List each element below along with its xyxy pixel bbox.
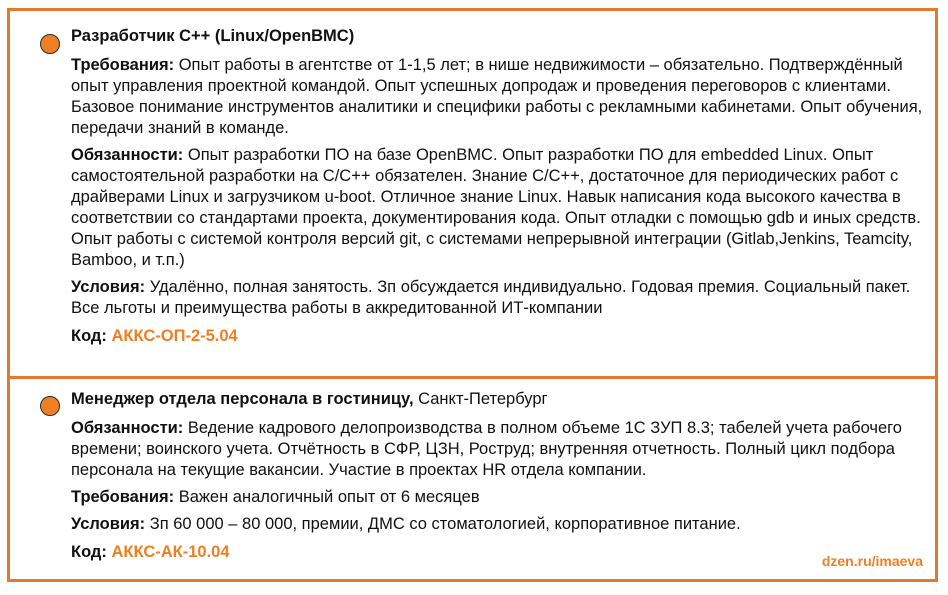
duties-block [71,418,923,481]
vacancy-card [10,11,935,376]
watermark-link[interactable]: dzen.ru/imaeva [821,553,923,569]
duties-label: Обязанности: [71,419,184,437]
conditions-label: Условия: [71,515,146,533]
vacancies-frame [7,8,938,582]
conditions-block [71,277,923,319]
conditions-block [71,514,923,535]
requirements-text: Важен аналогичный опыт от 6 месяцев [178,488,480,506]
vacancy-location: Санкт-Петербург [418,390,548,408]
vacancy-title [71,25,923,48]
conditions-label: Условия: [71,278,146,296]
code-label: Код: [71,543,107,561]
vacancy-code [71,541,923,563]
vacancy-content [71,388,923,563]
vacancy-title [71,388,923,411]
duties-text: Ведение кадрового делопроизводства в полном объеме 1С ЗУП 8.3; табелей учета рабочего времени; воинского учета. Отчётность в СФР, ЦЗН, Роструд; внутренняя отчетность. Полный цикл подбора персонала на текущие вакансии. Участие в проектах HR отдела компании. [71,419,902,479]
code-value: АККС-ОП-2-5.04 [111,327,238,345]
requirements-block [71,55,923,139]
requirements-label: Требования: [71,488,175,506]
vacancy-title-text: Менеджер отдела персонала в гостиницу, [71,390,414,408]
duties-text: Опыт разработки ПО на базе OpenBMC. Опыт разработки ПО для embedded Linux. Опыт самостоятельной разработки на C/C++ обязателен. Знание C/C++, достаточное для периодических работ с драйверами Linux и загрузчиком u-boot. Отличное знание Linux. Навык написания кода высокого качества в соответствии со стандартами проекта, документирования кода. Опыт отладки с помощью gdb и иных средств. Опыт работы с системой контроля версий git, с системами непрерывной интеграции (Gitlab,Jenkins, Teamcity, Bamboo, и т.п.) [71,146,921,269]
bullet-icon [40,34,60,54]
requirements-text: Опыт работы в агентстве от 1-1,5 лет; в нише недвижимости – обязательно. Подтверждённый опыт управления проектной командой. Опыт успешных допродаж и проведения переговоров с клиентами. Базовое понимание инструментов аналитики и специфики работы с рекламными кабинетами. Опыт обучения, передачи знаний в команде. [71,56,923,137]
vacancy-title-text: Разработчик С++ (Linux/OpenBMC) [71,27,355,45]
duties-label: Обязанности: [71,146,184,164]
code-label: Код: [71,327,107,345]
bullet-icon [40,396,60,416]
vacancy-code [71,325,923,347]
vacancy-card [10,381,935,579]
code-value: АККС-АК-10.04 [111,543,230,561]
card-divider [10,376,935,379]
conditions-text: Зп 60 000 – 80 000, премии, ДМС со стоматологией, корпоративное питание. [149,515,741,533]
requirements-label: Требования: [71,56,175,74]
requirements-block [71,487,923,508]
conditions-text: Удалённо, полная занятость. Зп обсуждается индивидуально. Годовая премия. Социальный пакет. Все льготы и преимущества работы в аккредитованной ИТ-компании [71,278,911,317]
vacancy-content [71,25,923,347]
duties-block [71,145,923,271]
